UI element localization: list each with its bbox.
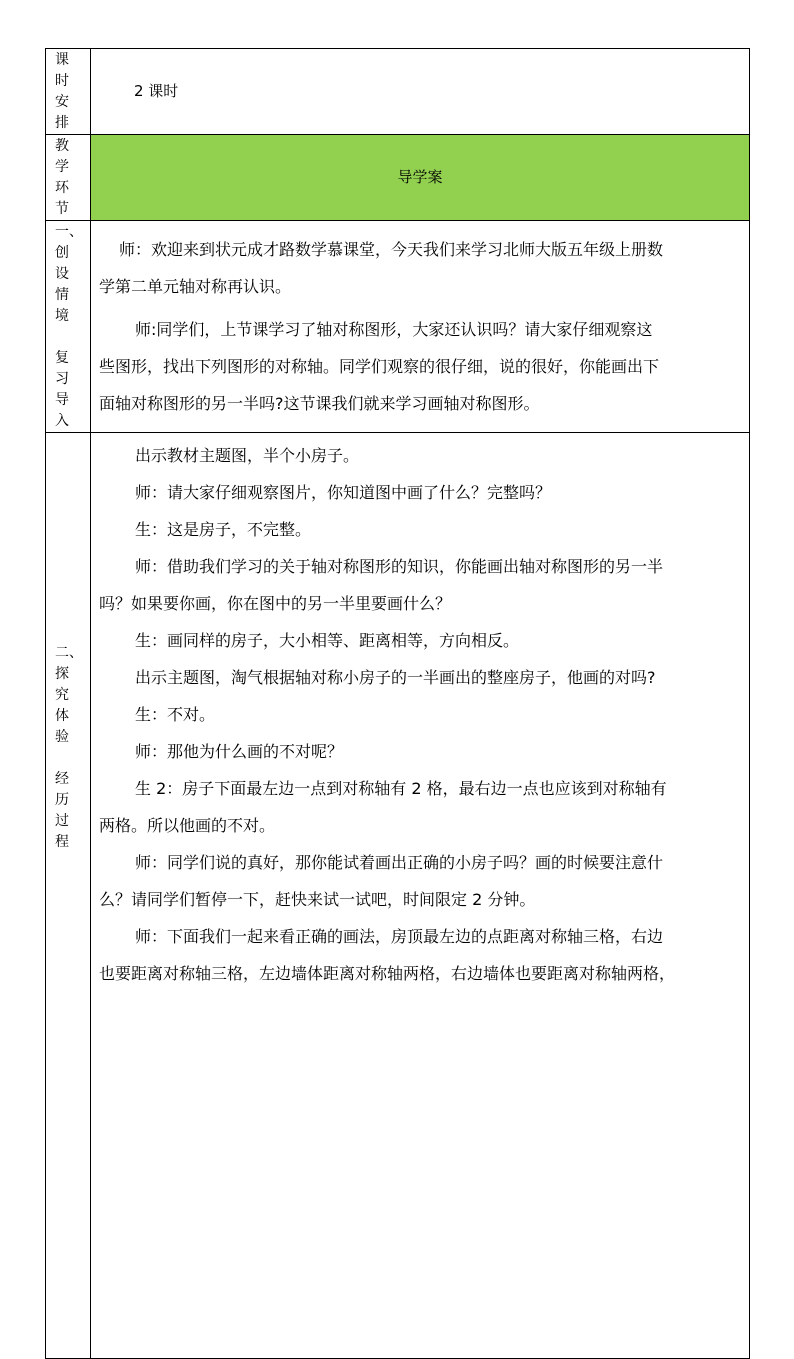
paragraph: 出示主题图，淘气根据轴对称小房子的一半画出的整座房子，他画的对吗? [135,668,656,687]
section-1-content [91,221,750,433]
paragraph: 师：那他为什么画的不对呢？ [135,742,344,761]
label-section-1: 一、 创 设 情 境 复 习 导 入 [46,221,91,433]
lesson-time-value: 2 课时 [134,82,179,100]
paragraph: 生：这是房子，不完整。 [135,520,312,539]
row-section-2 [46,433,750,1359]
paragraph: 生：不对。 [135,705,216,724]
lesson-time-cell [91,49,750,135]
row-section-1 [46,221,750,433]
paragraph: 师:同学们，上节课学习了轴对称图形，大家还认识吗？请大家仔细观察这 些图形，找出下列图形的对称轴。同学们观察的很仔细，说的很好，你能画出下 面轴对称图形的另一半吗?这节课我们就来学习画轴对称图形。 [99,320,660,413]
paragraph: 出示教材主题图，半个小房子。 [135,446,360,465]
row-lesson-time [46,49,750,135]
label-teaching-stage: 教 学 环 节 [46,135,91,221]
row-teaching-stage [46,135,750,221]
paragraph: 师：同学们说的真好，那你能试着画出正确的小房子吗？画的时候要注意什 么？请同学们暂停一下，赶快来试一试吧，时间限定 2 分钟。 [99,853,664,909]
paragraph: 生 2：房子下面最左边一点到对称轴有 2 格，最右边一点也应该到对称轴有 两格。所以他画的不对。 [99,779,667,835]
paragraph: 生：画同样的房子，大小相等、距离相等，方向相反。 [135,631,520,650]
guide-plan-title: 导学案 [91,135,750,221]
paragraph: 师：欢迎来到状元成才路数学慕课堂，今天我们来学习北师大版五年级上册数 学第二单元轴对称再认识。 [99,240,664,296]
lesson-plan-table [45,48,750,1359]
paragraph: 师：请大家仔细观察图片，你知道图中画了什么？完整吗？ [135,483,552,502]
label-section-2: 二、 探 究 体 验 经 历 过 程 [46,433,91,1359]
paragraph: 师：下面我们一起来看正确的画法，房顶最左边的点距离对称轴三格，右边 也要距离对称轴三格，左边墙体距离对称轴两格，右边墙体也要距离对称轴两格， [99,927,676,983]
label-lesson-time: 课 时 安 排 [46,49,91,135]
section-2-content [91,433,750,1359]
paragraph: 师：借助我们学习的关于轴对称图形的知识，你能画出轴对称图形的另一半 吗？如果要你画，你在图中的另一半里要画什么？ [99,557,664,613]
